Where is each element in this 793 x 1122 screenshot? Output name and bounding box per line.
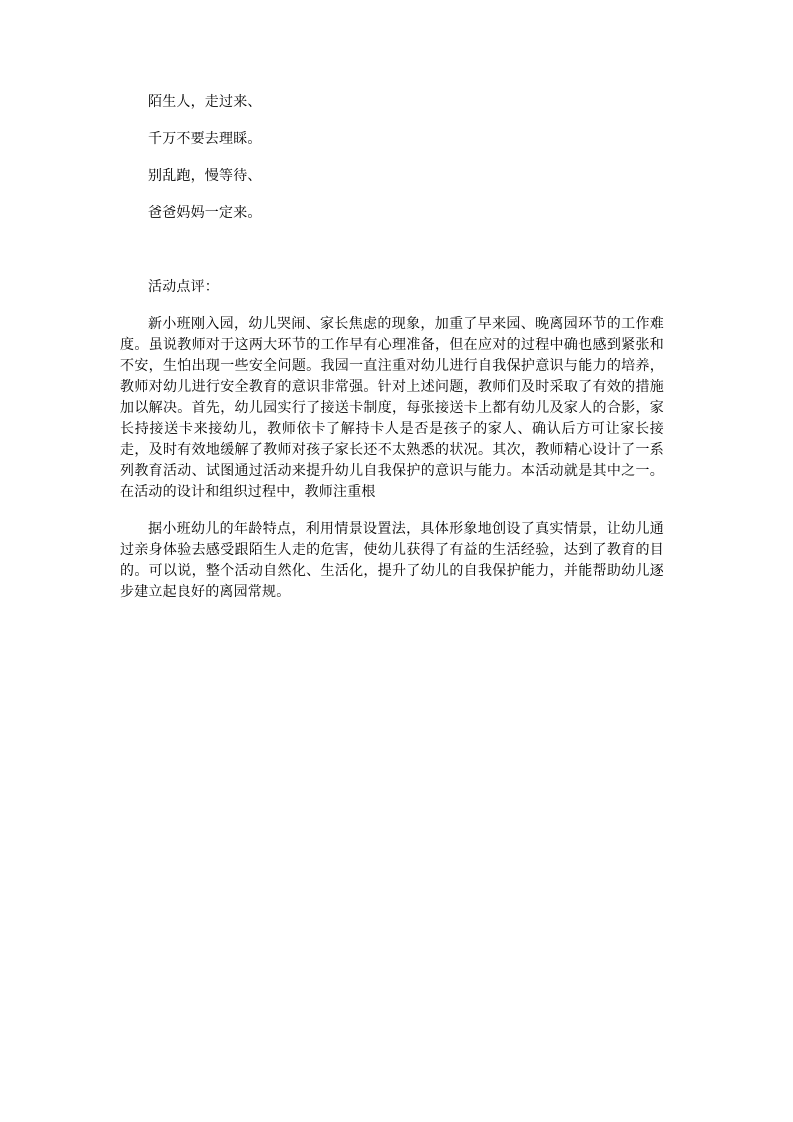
review-paragraph-2: 据小班幼儿的年龄特点，利用情景设置法，具体形象地创设了真实情景，让幼儿通过亲身体验去感受跟陌生人走的危害，使幼儿获得了有益的生活经验，达到了教育的目的。可以说，整个活动自然化、生活化，提升了幼儿的自我保护能力，并能帮助幼儿逐步建立起良好的离园常规。 [120, 521, 664, 600]
verse-line-3: 别乱跑，慢等待、 [148, 168, 262, 184]
document-body [120, 92, 664, 619]
verse-line-2: 千万不要去理睬。 [148, 131, 262, 147]
review-paragraph-1: 新小班刚入园，幼儿哭闹、家长焦虑的现象，加重了早来园、晚离园环节的工作难度。虽说教师对于这两大环节的工作早有心理准备，但在应对的过程中确也感到紧张和不安，生怕出现一些安全问题。我园一直注重对幼儿进行自我保护意识与能力的培养，教师对幼儿进行安全教育的意识非常强。针对上述问题，教师们及时采取了有效的措施加以解决。首先，幼儿园实行了接送卡制度，每张接送卡上都有幼儿及家人的合影，家长持接送卡来接幼儿，教师依卡了解持卡人是否是孩子的家人、确认后方可让家长接走，及时有效地缓解了教师对孩子家长还不太熟悉的状况。其次，教师精心设计了一系列教育活动、试图通过活动来提升幼儿自我保护的意识与能力。本活动就是其中之一。在活动的设计和组织过程中，教师注重根 [120, 316, 664, 500]
verse-line-4: 爸爸妈妈一定来。 [148, 205, 262, 221]
review-heading: 活动点评： [148, 279, 219, 295]
verse-line-1: 陌生人，走过来、 [148, 94, 262, 110]
